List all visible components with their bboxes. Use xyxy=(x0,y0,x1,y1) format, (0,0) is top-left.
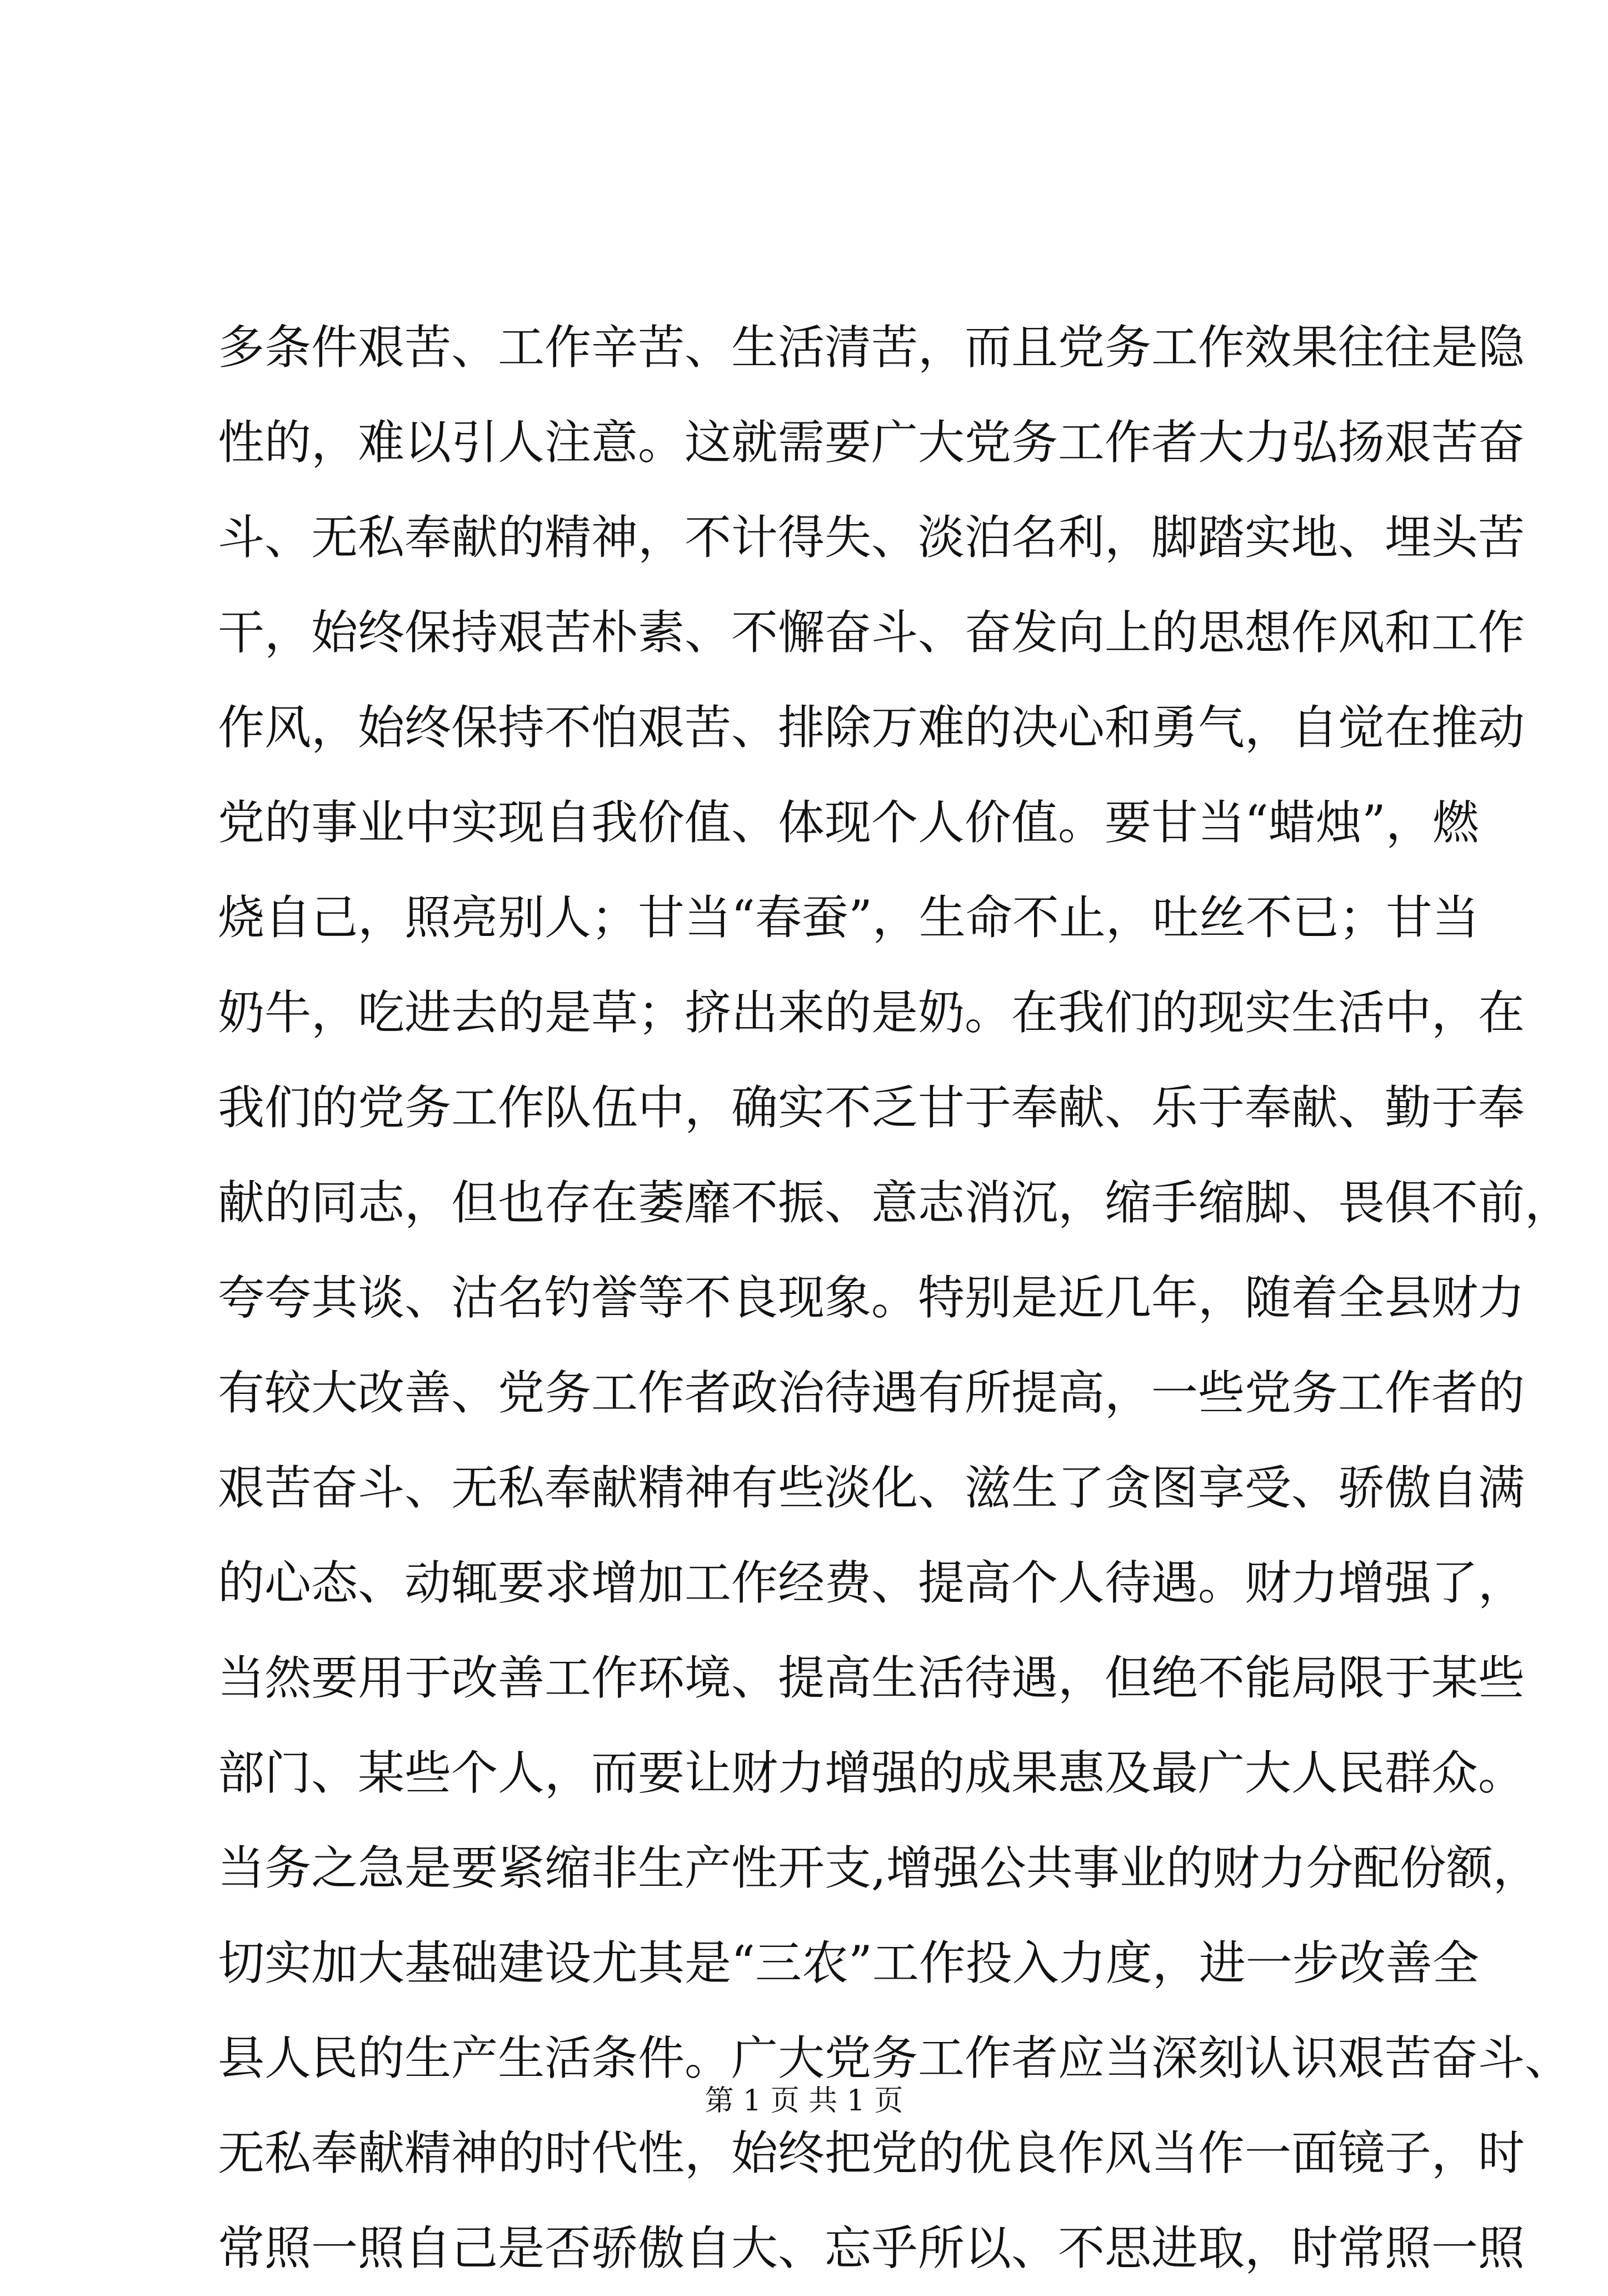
text-line: 常照一照自己是否骄傲自大、忘乎所以、不思进取，时常照一照 xyxy=(218,2221,1525,2275)
page-number-label: 第 1 页 共 1 页 xyxy=(705,2084,903,2118)
text-line: 烧自己，照亮别人；甘当“春蚕”，生命不止，吐丝不已；甘当 xyxy=(218,890,1479,945)
text-line: 作风，始终保持不怕艰苦、排除万难的决心和勇气，自觉在推动 xyxy=(218,700,1525,755)
text-line: 部门、某些个人，而要让财力增强的成果惠及最广大人民群众。 xyxy=(218,1746,1525,1800)
text-line: 当务之急是要紧缩非生产性开支,增强公共事业的财力分配份额， xyxy=(218,1841,1540,1895)
text-line: 我们的党务工作队伍中，确实不乏甘于奉献、乐于奉献、勤于奉 xyxy=(218,1080,1525,1135)
text-line: 干，始终保持艰苦朴素、不懈奋斗、奋发向上的思想作风和工作 xyxy=(218,605,1525,660)
text-line: 献的同志，但也存在萎靡不振、意志消沉，缩手缩脚、畏俱不前， xyxy=(218,1176,1572,1230)
text-line: 党的事业中实现自我价值、体现个人价值。要甘当“蜡烛”，燃 xyxy=(218,795,1479,850)
text-line: 县人民的生产生活条件。广大党务工作者应当深刻认识艰苦奋斗、 xyxy=(218,2031,1572,2085)
text-line: 当然要用于改善工作环境、提高生活待遇，但绝不能局限于某些 xyxy=(218,1651,1525,1705)
text-line: 的心态、动辄要求增加工作经费、提高个人待遇。财力增强了， xyxy=(218,1556,1525,1610)
text-line: 无私奉献精神的时代性，始终把党的优良作风当作一面镜子，时 xyxy=(218,2126,1525,2180)
text-line: 性的，难以引人注意。这就需要广大党务工作者大力弘扬艰苦奋 xyxy=(218,415,1525,470)
text-line: 多条件艰苦、工作辛苦、生活清苦，而且党务工作效果往往是隐 xyxy=(218,320,1525,375)
text-line: 奶牛，吃进去的是草；挤出来的是奶。在我们的现实生活中，在 xyxy=(218,985,1525,1040)
text-line: 有较大改善、党务工作者政治待遇有所提高，一些党务工作者的 xyxy=(218,1366,1525,1420)
text-line: 斗、无私奉献的精神，不计得失、淡泊名利，脚踏实地、埋头苦 xyxy=(218,510,1525,565)
text-line: 夸夸其谈、沽名钓誉等不良现象。特别是近几年，随着全县财力 xyxy=(218,1271,1525,1325)
text-line: 切实加大基础建设尤其是“三农”工作投入力度，进一步改善全 xyxy=(218,1936,1479,1990)
text-line: 艰苦奋斗、无私奉献精神有些淡化、滋生了贪图享受、骄傲自满 xyxy=(218,1461,1525,1515)
page-footer xyxy=(0,2079,1608,2123)
body-text xyxy=(218,300,1572,2296)
